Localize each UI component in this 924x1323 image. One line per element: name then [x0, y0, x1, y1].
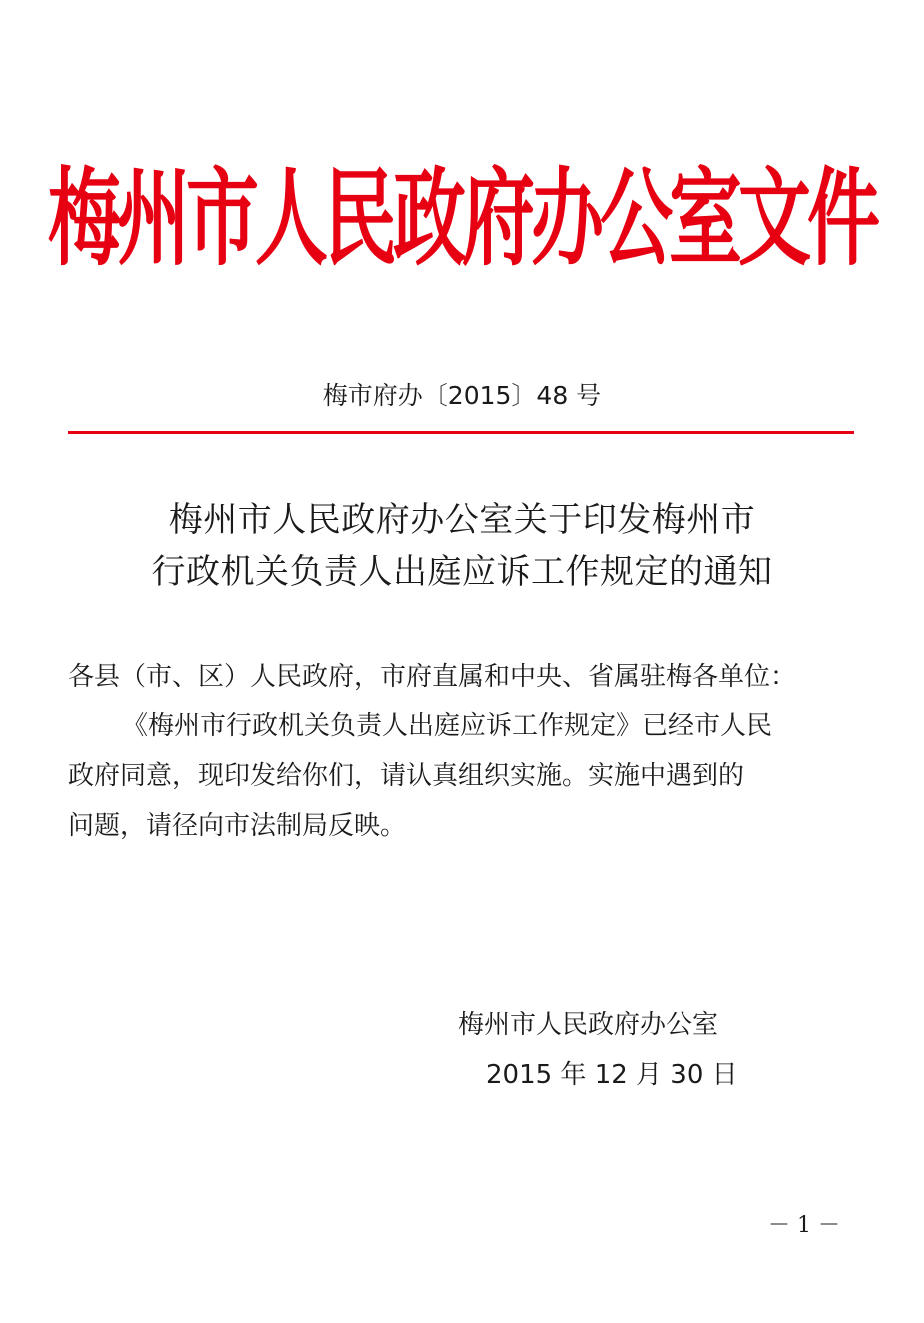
body-line-1: 《梅州市行政机关负责人出庭应诉工作规定》已经市人民: [122, 711, 773, 741]
page-number: － 1 －: [768, 1213, 840, 1238]
salutation: 各县（市、区）人民政府，市府直属和中央、省属驻梅各单位：: [68, 662, 797, 692]
red-divider-line: [68, 431, 854, 434]
body-line-3: 问题，请径向市法制局反映。: [68, 811, 407, 841]
notice-title-line-1: 梅州市人民政府办公室关于印发梅州市: [168, 500, 756, 540]
document-masthead: 梅州市人民政府办公室文件: [48, 157, 876, 281]
notice-title-line-2: 行政机关负责人出庭应诉工作规定的通知: [151, 552, 773, 592]
signature-org: 梅州市人民政府办公室: [458, 1010, 719, 1040]
document-number: 梅市府办〔2015〕48 号: [322, 381, 602, 410]
body-line-2: 政府同意，现印发给你们，请认真组织实施。实施中遇到的: [68, 761, 745, 791]
signature-date: 2015 年 12 月 30 日: [486, 1060, 738, 1090]
